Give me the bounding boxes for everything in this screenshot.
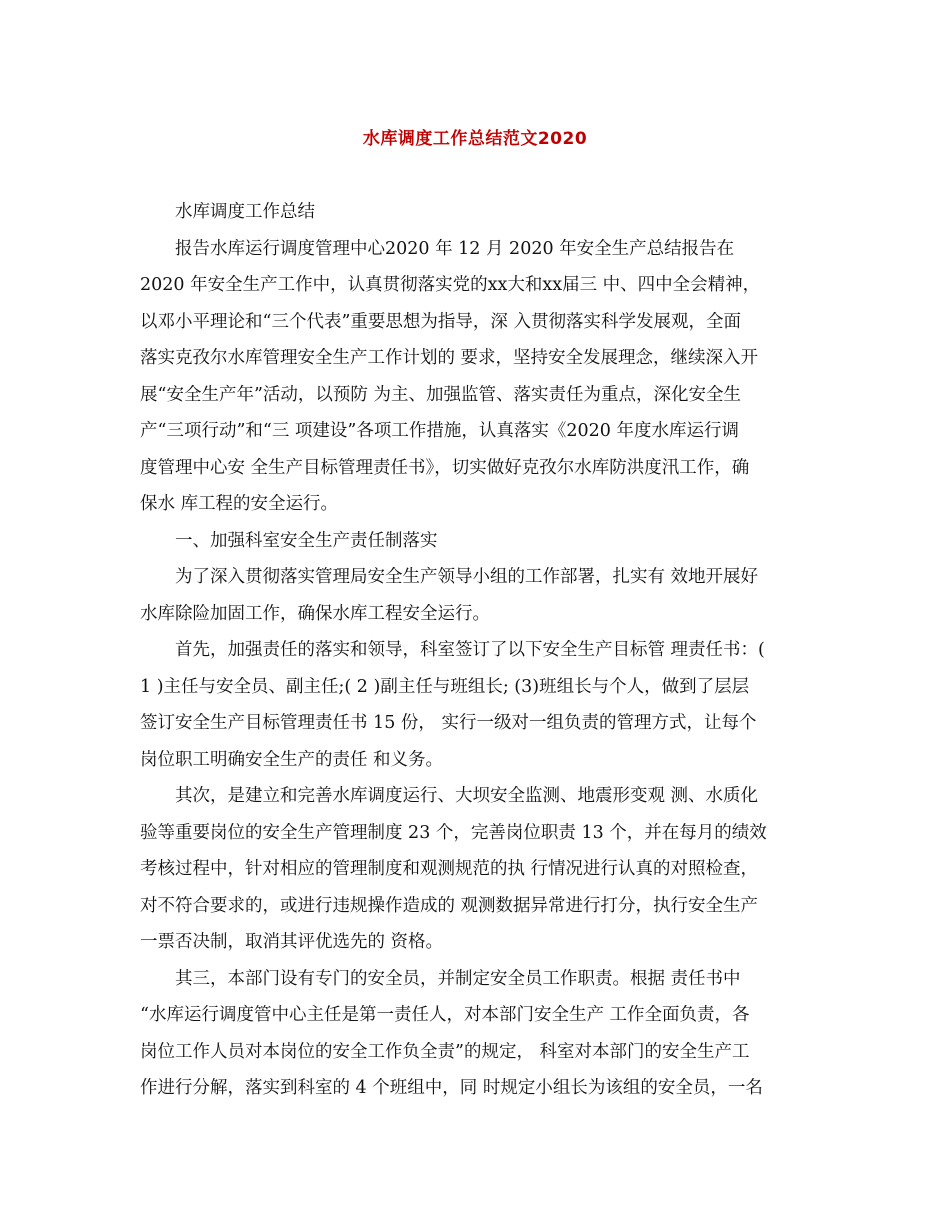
- body-line: 为了深入贯彻落实管理局安全生产领导小组的工作部署，扎实有 效地开展好: [175, 567, 759, 587]
- body-line: 产“三项行动”和“三 项建设”各项工作措施，认真落实《2020 年度水库运行调: [140, 421, 739, 441]
- body-line: 对不符合要求的，或进行违规操作造成的 观测数据异常进行打分，执行安全生产: [140, 895, 759, 916]
- body-line: 验等重要岗位的安全生产管理制度 23 个，完善岗位职责 13 个，并在每月的绩效: [140, 822, 767, 843]
- body-line: 1 )主任与安全员、副主任;( 2 )副主任与班组长; (3)班组长与个人，做到了层层: [140, 676, 750, 697]
- body-line: 首先，加强责任的落实和领导，科室签订了以下安全生产目标管 理责任书：(: [175, 640, 765, 660]
- body-line: 一票否决制，取消其评优选先的 资格。: [140, 932, 444, 952]
- body-line: 考核过程中，针对相应的管理制度和观测规范的执 行情况进行认真的对照检查，: [140, 859, 759, 879]
- body-line: 签订安全生产目标管理责任书 15 份， 实行一级对一组负责的管理方式，让每个: [140, 713, 757, 733]
- body-line: 展“安全生产年”活动，以预防 为主、加强监管、落实责任为重点，深化安全生: [140, 384, 741, 405]
- body-line: 落实克孜尔水库管理安全生产工作计划的 要求，坚持安全发展理念，继续深入开: [140, 348, 759, 368]
- body-line: 作进行分解，落实到科室的 4 个班组中，同 时规定小组长为该组的安全员，一名: [140, 1078, 763, 1098]
- body-line: 水库调度工作总结: [175, 202, 315, 222]
- document-title: 水库调度工作总结范文2020: [362, 129, 588, 149]
- body-line: 其次，是建立和完善水库调度运行、大坝安全监测、地震形变观 测、水质化: [175, 786, 759, 806]
- body-line: 2020 年安全生产工作中，认真贯彻落实党的xx大和xx届三 中、四中全会精神，: [140, 275, 761, 295]
- body-line: 岗位工作人员对本岗位的安全工作负全责”的规定， 科室对本部门的安全生产工: [140, 1041, 750, 1062]
- body-line: 水库除险加固工作，确保水库工程安全运行。: [140, 603, 490, 624]
- body-line: 保水 库工程的安全运行。: [140, 494, 339, 514]
- body-line: 报告水库运行调度管理中心2020 年 12 月 2020 年安全生产总结报告在: [175, 238, 735, 259]
- body-line: 度管理中心安 全生产目标管理责任书》，切实做好克孜尔水库防洪度汛工作，确: [140, 457, 750, 478]
- body-line: 一、加强科室安全生产责任制落实: [175, 530, 438, 551]
- body-line: 岗位职工明确安全生产的责任 和义务。: [140, 749, 444, 770]
- body-line: 其三，本部门设有专门的安全员，并制定安全员工作职责。根据 责任书中: [175, 968, 741, 989]
- body-line: 以邓小平理论和“三个代表”重要思想为指导，深 入贯彻落实科学发展观，全面: [140, 311, 741, 332]
- document-body: [140, 194, 810, 1107]
- body-line: “水库运行调度管中心主任是第一责任人，对本部门安全生产 工作全面负责，各: [140, 1005, 750, 1025]
